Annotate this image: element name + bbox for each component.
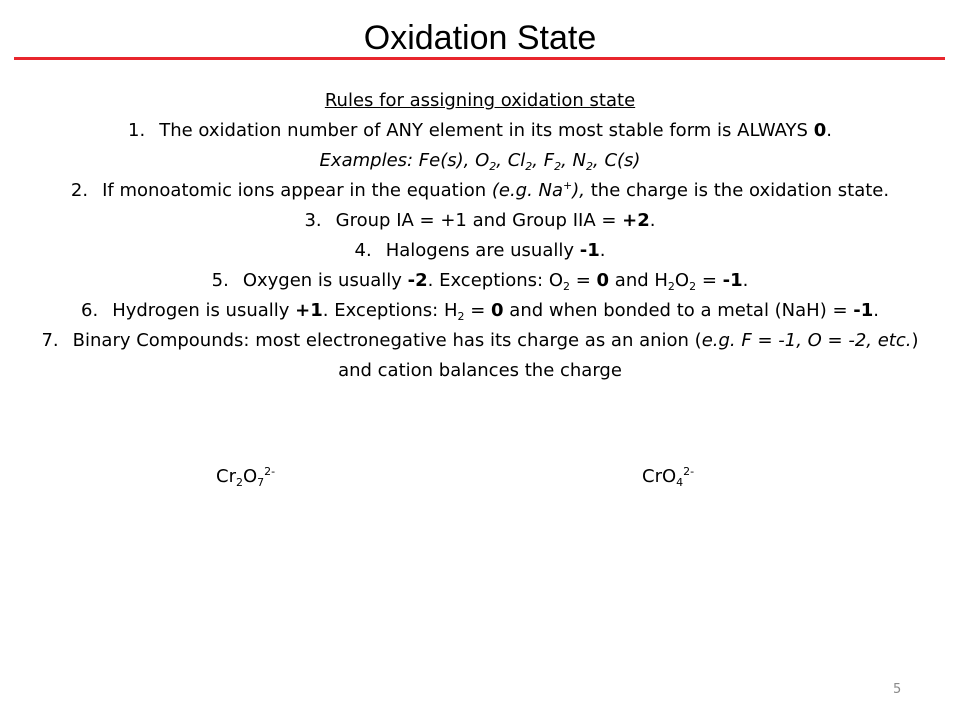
rule-text: the charge is the oxidation state. xyxy=(585,180,890,201)
rule-2 xyxy=(30,176,930,206)
rule-1 xyxy=(30,116,930,146)
rule-text: . xyxy=(873,300,879,321)
rule-number: 2. xyxy=(70,180,89,201)
subscript: 2 xyxy=(554,160,562,173)
rule-text: = xyxy=(464,300,492,321)
rule-text: Hydrogen is usually xyxy=(112,300,296,321)
rule-number: 6. xyxy=(81,300,99,321)
rules-heading: Rules for assigning oxidation state xyxy=(324,90,636,111)
rule-4 xyxy=(30,236,930,266)
examples-text: , C(s) xyxy=(593,150,641,171)
rule-bold: 0 xyxy=(596,270,610,291)
rule-text: and H xyxy=(609,270,668,291)
rule-number: 5. xyxy=(211,270,229,291)
formula-part: Cr xyxy=(216,466,236,487)
rule-bold: -1 xyxy=(579,240,600,261)
rule-text: . Exceptions: O xyxy=(427,270,564,291)
formula-chromate xyxy=(642,462,694,492)
rule-text: O xyxy=(674,270,690,291)
rule-bold: +2 xyxy=(622,210,650,231)
subscript: 4 xyxy=(676,476,684,489)
superscript: + xyxy=(563,179,573,192)
rule-text: Oxygen is usually xyxy=(242,270,408,291)
rule-text: . Exceptions: H xyxy=(322,300,458,321)
rule-bold: -2 xyxy=(407,270,428,291)
subscript: 2 xyxy=(563,280,571,293)
rule-number: 3. xyxy=(304,210,322,231)
rule-text: The oxidation number of ANY element in its most stable form is ALWAYS xyxy=(159,120,814,141)
subscript: 2 xyxy=(489,160,497,173)
rule-text: ) and cation balances the charge xyxy=(338,330,919,381)
rule-text: Binary Compounds: most electronegative has its charge as an anion ( xyxy=(72,330,702,351)
title-underline-rule xyxy=(14,57,945,60)
rule-5 xyxy=(30,266,930,296)
rule-3 xyxy=(30,206,930,236)
rule-italic: ), xyxy=(572,180,586,201)
rule-text: . xyxy=(599,240,606,261)
rule-text: and when bonded to a metal (NaH) = xyxy=(503,300,854,321)
subscript: 2 xyxy=(667,280,675,293)
rule-text: = xyxy=(696,270,723,291)
rule-text: . xyxy=(649,210,656,231)
slide-title: Oxidation State xyxy=(363,19,597,57)
examples-text: Examples: Fe(s), O xyxy=(319,150,490,171)
formula-dichromate xyxy=(216,462,275,492)
rule-bold: 0 xyxy=(813,120,827,141)
formula-part: O xyxy=(242,466,258,487)
rule-text: Group IA = +1 and Group IIA = xyxy=(335,210,623,231)
rule-italic: (e.g. Na xyxy=(491,180,564,201)
rule-bold: 0 xyxy=(491,300,504,321)
rules-body xyxy=(30,86,930,386)
slide-page-number: 5 xyxy=(893,682,902,697)
examples-text: , F xyxy=(532,150,555,171)
rule-bold: -1 xyxy=(722,270,743,291)
rule-text: If monoatomic ions appear in the equation xyxy=(102,180,492,201)
rule-number: 7. xyxy=(41,330,59,351)
subscript: 7 xyxy=(257,476,265,489)
rule-bold: +1 xyxy=(295,300,323,321)
rule-6 xyxy=(30,296,930,326)
rule-italic: e.g. F = -1, O = -2, etc. xyxy=(701,330,912,351)
subscript: 2 xyxy=(586,160,593,173)
rule-7 xyxy=(30,326,930,386)
rule-1-examples xyxy=(30,146,930,176)
rule-text: . xyxy=(826,120,832,141)
subscript: 2 xyxy=(457,310,465,323)
rule-bold: -1 xyxy=(853,300,874,321)
rule-number: 1. xyxy=(128,120,146,141)
subscript: 2 xyxy=(689,280,697,293)
examples-text: , Cl xyxy=(496,150,526,171)
subscript: 2 xyxy=(235,476,243,489)
rule-text: . xyxy=(742,270,749,291)
formula-part: CrO xyxy=(642,466,677,487)
examples-text: , N xyxy=(561,150,586,171)
rule-text: = xyxy=(570,270,597,291)
rule-number: 4. xyxy=(354,240,372,261)
ion-charge: 2- xyxy=(683,465,695,478)
rule-text: Halogens are usually xyxy=(385,240,580,261)
subscript: 2 xyxy=(525,160,533,173)
ion-charge: 2- xyxy=(264,465,276,478)
